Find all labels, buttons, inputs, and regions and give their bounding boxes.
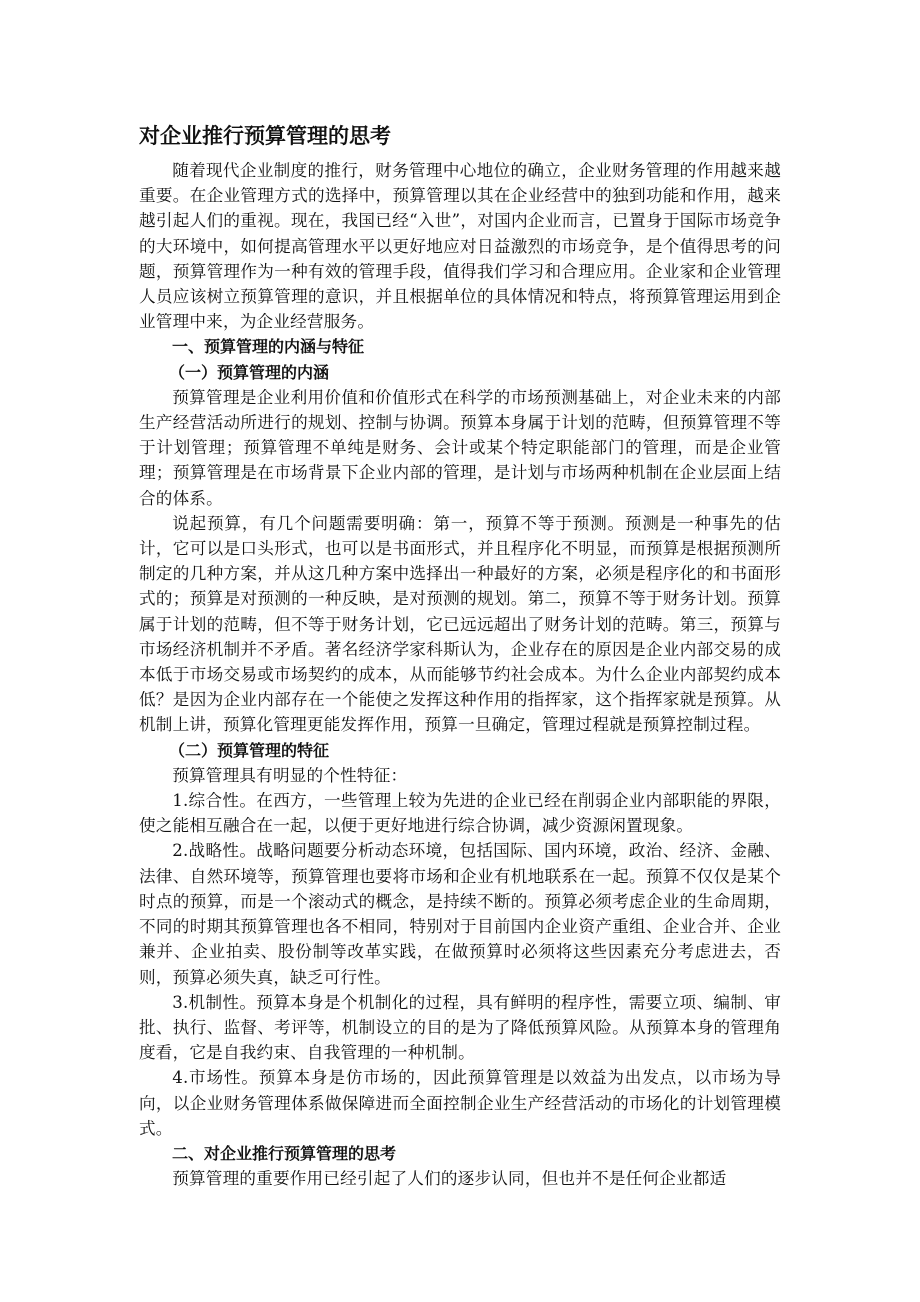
subsection-heading-1: （一）预算管理的内涵 <box>169 362 330 382</box>
paragraph: 预算管理是企业利用价值和价值形式在科学的市场预测基础上，对企业未来的内部生产经营活动所进行的规划、控制与协调。预算本身属于计划的范畴，但预算管理不等于计划管理；预算管理不单纯是财务、会计或某个特定职能部门的管理，而是企业管理；预算管理是在市场背景下企业内部的管理，是计划与市场两种机制在企业层面上结合的体系。 <box>139 387 781 508</box>
subsection-heading-2: （二）预算管理的特征 <box>169 740 330 760</box>
paragraph: 预算管理具有明显的个性特征： <box>172 765 408 785</box>
list-item: 4.市场性。预算本身是仿市场的，因此预算管理是以效益为出发点，以市场为导向，以企业财务管理体系做保障进而全面控制企业生产经营活动的市场化的计划管理模式。 <box>139 1068 781 1138</box>
list-item: 1.综合性。在西方，一些管理上较为先进的企业已经在削弱企业内部职能的界限，使之能相互融合在一起，以便于更好地进行综合协调，减少资源闲置现象。 <box>139 791 781 836</box>
paragraph: 预算管理的重要作用已经引起了人们的逐步认同，但也并不是任何企业都适 <box>172 1169 727 1189</box>
section-heading-1: 一、预算管理的内涵与特征 <box>172 337 365 357</box>
document-title: 对企业推行预算管理的思考 <box>139 124 391 148</box>
document-page <box>139 118 781 1191</box>
intro-paragraph: 随着现代企业制度的推行，财务管理中心地位的确立，企业财务管理的作用越来越重要。在企业管理方式的选择中，预算管理以其在企业经营中的独到功能和作用，越来越引起人们的重视。现在，我国已经“入世”，对国内企业而言，已置身于国际市场竞争的大环境中，如何提高管理水平以更好地应对日益激烈的市场竞争，是个值得思考的问题，预算管理作为一种有效的管理手段，值得我们学习和合理应用。企业家和企业管理人员应该树立预算管理的意识，并且根据单位的具体情况和特点，将预算管理运用到企业管理中来，为企业经营服务。 <box>139 161 781 332</box>
paragraph: 说起预算，有几个问题需要明确：第一，预算不等于预测。预测是一种事先的估计，它可以是口头形式，也可以是书面形式，并且程序化不明显，而预算是根据预测所制定的几种方案，并从这几种方案中选择出一种最好的方案，必须是程序化的和书面形式的；预算是对预测的一种反映，是对预测的规划。第二，预算不等于财务计划。预算属于计划的范畴，但不等于财务计划，它已远远超出了财务计划的范畴。第三，预算与市场经济机制并不矛盾。著名经济学家科斯认为，企业存在的原因是企业内部交易的成本低于市场交易或市场契约的成本，从而能够节约社会成本。为什么企业内部契约成本低？是因为企业内部存在一个能使之发挥这种作用的指挥家，这个指挥家就是预算。从机制上讲，预算化管理更能发挥作用，预算一旦确定，管理过程就是预算控制过程。 <box>139 513 781 735</box>
list-item: 2.战略性。战略问题要分析动态环境，包括国际、国内环境，政治、经济、金融、法律、自然环境等，预算管理也要将市场和企业有机地联系在一起。预算不仅仅是某个时点的预算，而是一个滚动式的概念，是持续不断的。预算必须考虑企业的生命周期，不同的时期其预算管理也各不相同，特别对于目前国内企业资产重组、企业合并、企业兼并、企业拍卖、股份制等改革实践，在做预算时必须将这些因素充分考虑进去，否则，预算必须失真，缺乏可行性。 <box>139 841 781 987</box>
list-item: 3.机制性。预算本身是个机制化的过程，具有鲜明的程序性，需要立项、编制、审批、执行、监督、考评等，机制设立的目的是为了降低预算风险。从预算本身的管理角度看，它是自我约束、自我管理的一种机制。 <box>139 992 781 1063</box>
section-heading-2: 二、对企业推行预算管理的思考 <box>172 1143 397 1163</box>
